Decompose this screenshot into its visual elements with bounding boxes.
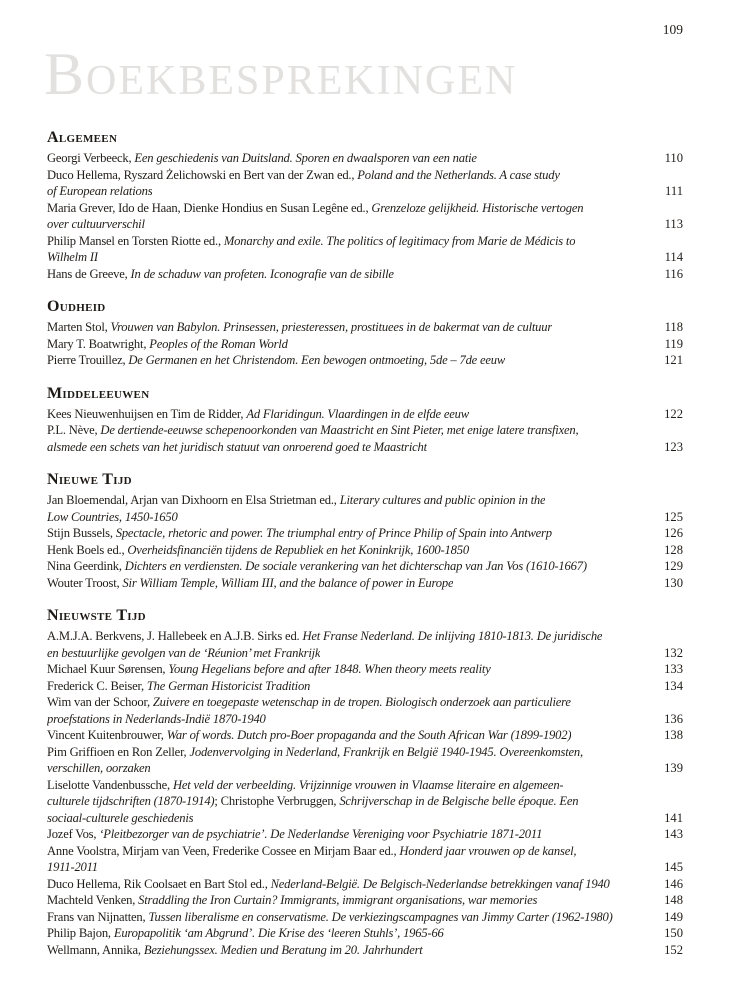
book-title: Het veld der verbeelding. Vrijzinnige vrouwen in Vlaamse literaire en algemeen- — [172, 777, 564, 792]
author-names: Mary T. Boatwright, — [47, 336, 150, 351]
entry-line — [47, 661, 683, 678]
page-ref: 143 — [664, 827, 683, 841]
toc-entry — [47, 406, 683, 423]
entry-text — [47, 492, 545, 509]
entry-text — [47, 826, 542, 843]
section-middeleeuwen — [47, 384, 683, 456]
page-ref: 121 — [664, 353, 683, 367]
toc-entry — [47, 525, 683, 542]
entry-text — [47, 233, 575, 250]
book-title: sociaal-culturele geschiedenis — [47, 810, 194, 825]
book-title: of European relations — [47, 184, 153, 198]
author-names: A.M.J.A. Berkvens, J. Hallebeek en A.J.B. Sirks ed. — [47, 629, 303, 643]
toc-entry — [47, 925, 683, 942]
toc-entry — [47, 422, 683, 455]
entry-line — [47, 150, 683, 167]
page-ref: 113 — [664, 217, 683, 231]
entry-text — [47, 183, 152, 200]
toc-entry — [47, 678, 683, 695]
author-names: Frans van Nijnatten, — [47, 909, 149, 924]
book-title: Sir William Temple, William III, and the balance of power in Europe — [122, 575, 454, 590]
page-ref: 125 — [664, 509, 683, 524]
entry-line — [47, 777, 683, 794]
entry-text — [47, 777, 563, 794]
book-title: Zuivere en toegepaste wetenschap in de tropen. Biologisch onderzoek aan particuliere — [152, 695, 571, 709]
entry-line — [47, 694, 683, 711]
entry-line — [47, 925, 683, 942]
page-ref: 128 — [664, 542, 683, 557]
entry-text — [47, 352, 505, 369]
toc-entry — [47, 876, 683, 893]
page-ref: 136 — [664, 711, 683, 726]
book-title: verschillen, oorzaken — [47, 761, 151, 775]
author-names: P.L. Nève, — [47, 423, 101, 437]
author-names: Philip Bajon, — [47, 926, 114, 940]
toc-entry — [47, 558, 683, 575]
entry-text — [47, 439, 427, 456]
toc-entry — [47, 200, 683, 233]
entry-line — [47, 558, 683, 575]
book-title: Ad Flaridingun. Vlaardingen in de elfde eeuw — [246, 406, 469, 421]
entry-line — [47, 183, 683, 200]
page-ref: 118 — [664, 320, 683, 334]
author-names: Wellmann, Annika, — [47, 942, 144, 957]
author-names: Wim van der Schoor, — [47, 695, 153, 709]
entry-text — [47, 925, 444, 942]
author-names: Duco Hellema, Ryszard Żelichowski en Bert van der Zwan ed., — [47, 167, 358, 182]
author-names: Philip Mansel en Torsten Riotte ed., — [47, 233, 224, 248]
entry-line — [47, 352, 683, 369]
book-title: Een geschiedenis van Duitsland. Sporen en dwaalsporen van een natie — [134, 151, 477, 165]
book-title: Wilhelm II — [47, 250, 98, 264]
entry-line — [47, 793, 683, 810]
toc-entry — [47, 661, 683, 678]
entry-line — [47, 249, 683, 266]
entry-line — [47, 942, 683, 959]
entry-line — [47, 336, 683, 353]
entry-text — [47, 843, 576, 860]
author-names: Liselotte Vandenbussche, — [47, 777, 173, 792]
entry-line — [47, 760, 683, 777]
toc-entry — [47, 150, 683, 167]
page-ref: 132 — [664, 645, 683, 660]
book-title: The German Historicist Tradition — [146, 678, 311, 693]
author-names: Pierre Trouillez, — [47, 353, 129, 367]
page-ref: 111 — [665, 184, 683, 198]
entry-line — [47, 727, 683, 744]
book-title: 1911-2011 — [47, 860, 98, 874]
toc-entry — [47, 492, 683, 525]
author-names: Wouter Troost, — [47, 575, 123, 590]
book-title: De Germanen en het Christendom. Een bewogen ontmoeting, 5de – 7de eeuw — [128, 353, 506, 367]
page-ref: 119 — [664, 336, 683, 351]
page-ref: 123 — [664, 439, 683, 454]
book-title: Poland and the Netherlands. A case study — [357, 167, 560, 182]
book-title: Low Countries, 1450-1650 — [47, 509, 178, 524]
entry-text — [47, 558, 587, 575]
book-title: Dichters en verdiensten. De sociale verankering van het dichterschap van Jan Vos (1610-1667) — [124, 559, 587, 573]
author-names: Anne Voolstra, Mirjam van Veen, Frederike Cossee en Mirjam Baar ed., — [47, 843, 400, 858]
toc-entry — [47, 909, 683, 926]
entry-text — [47, 876, 610, 893]
entry-line — [47, 406, 683, 423]
toc-entry — [47, 727, 683, 744]
toc-entry — [47, 777, 683, 827]
page-ref: 148 — [664, 893, 683, 907]
book-title: De dertiende-eeuwse schepenoorkonden van Maastricht en Sint Pieter, met enige latere transfixen, — [100, 423, 579, 437]
book-title: Nederland-België. De Belgisch-Nederlandse betrekkingen vanaf 1940 — [270, 876, 610, 891]
entry-text — [47, 167, 560, 184]
page-ref: 126 — [664, 526, 683, 540]
page-ref: 139 — [664, 761, 683, 775]
entry-text — [47, 678, 310, 695]
entry-text — [47, 422, 578, 439]
book-title: Europapolitik ‘am Abgrund’. Die Krise des ‘leeren Stuhls’, 1965-66 — [113, 926, 444, 940]
entry-line — [47, 628, 683, 645]
book-title: Young Hegelians before and after 1848. When theory meets reality — [168, 662, 491, 676]
toc-entry — [47, 352, 683, 369]
entry-text — [47, 810, 193, 827]
book-title: Spectacle, rhetoric and power. The triumphal entry of Prince Philip of Spain into Antwerp — [115, 526, 552, 540]
toc-entry — [47, 744, 683, 777]
section-heading: Middeleeuwen — [47, 384, 150, 402]
book-title: Grenzeloze gelijkheid. Historische vertogen — [371, 200, 584, 215]
author-names: Frederick C. Beiser, — [47, 678, 147, 693]
entry-line — [47, 233, 683, 250]
author-names: ; Christophe Verbruggen, — [214, 794, 340, 808]
entry-line — [47, 876, 683, 893]
entry-line — [47, 575, 683, 592]
page-ref: 133 — [664, 662, 683, 676]
section-oudheid — [47, 297, 683, 369]
entry-line — [47, 744, 683, 761]
entry-text — [47, 727, 571, 744]
entry-line — [47, 509, 683, 526]
entry-line — [47, 200, 683, 217]
entry-text — [47, 542, 469, 559]
section-heading: Oudheid — [47, 298, 106, 315]
entry-line — [47, 525, 683, 542]
entry-line — [47, 909, 683, 926]
page-ref: 110 — [664, 151, 683, 165]
entry-text — [47, 525, 552, 542]
book-title: War of words. Dutch pro-Boer propaganda and the South African War (1899-1902) — [166, 728, 572, 742]
page-ref: 145 — [664, 860, 683, 874]
toc-entry — [47, 575, 683, 592]
sections-container — [47, 128, 683, 958]
entry-text — [47, 336, 288, 353]
book-title: Peoples of the Roman World — [149, 336, 288, 351]
author-names: Kees Nieuwenhuijsen en Tim de Ridder, — [47, 406, 247, 421]
entry-line — [47, 422, 683, 439]
book-title: over cultuurverschil — [47, 217, 145, 231]
entry-text — [47, 406, 469, 423]
entry-line — [47, 711, 683, 728]
entry-text — [47, 216, 145, 233]
entry-line — [47, 810, 683, 827]
entry-line — [47, 319, 683, 336]
section-heading: Nieuwe Tijd — [47, 471, 132, 488]
author-names: Henk Boels ed., — [47, 542, 128, 557]
entry-text — [47, 575, 453, 592]
book-title: Beziehungssex. Medien und Beratung im 20. Jahrhundert — [143, 942, 423, 957]
book-title: In de schaduw van profeten. Iconografie van de sibille — [130, 266, 394, 281]
entry-text — [47, 892, 537, 909]
entry-text — [47, 711, 266, 728]
entry-text — [47, 200, 583, 217]
section-algemeen — [47, 128, 683, 282]
toc-entry — [47, 843, 683, 876]
author-names: Jan Bloemendal, Arjan van Dixhoorn en Elsa Strietman ed., — [47, 493, 340, 507]
author-names: Georgi Verbeeck, — [47, 151, 135, 165]
author-names: Marten Stol, — [47, 320, 111, 334]
entry-text — [47, 645, 320, 662]
author-names: Jozef Vos, — [47, 827, 100, 841]
book-title: Literary cultures and public opinion in the — [339, 493, 546, 507]
author-names: Michael Kuur Sørensen, — [47, 662, 169, 676]
entry-line — [47, 892, 683, 909]
entry-line — [47, 439, 683, 456]
book-title: Het Franse Nederland. De inlijving 1810-1813. De juridische — [302, 629, 603, 643]
page-ref: 134 — [664, 678, 683, 693]
page-ref: 129 — [664, 559, 683, 573]
author-names: Hans de Greeve, — [47, 266, 131, 281]
toc-entry — [47, 319, 683, 336]
book-title: Vrouwen van Babylon. Prinsessen, priesteressen, prostituees in de bakermat van de cultuur — [110, 320, 553, 334]
toc-entry — [47, 694, 683, 727]
book-title: Overheidsfinanciën tijdens de Republiek en het Koninkrijk, 1600-1850 — [127, 542, 469, 557]
section-heading: Nieuwste Tijd — [47, 607, 146, 624]
page-ref: 141 — [664, 810, 683, 825]
toc-entry — [47, 892, 683, 909]
entry-text — [47, 509, 178, 526]
entry-text — [47, 744, 583, 761]
toc-entry — [47, 826, 683, 843]
entry-text — [47, 150, 477, 167]
entry-text — [47, 942, 423, 959]
page-number: 109 — [662, 22, 683, 37]
page-ref: 146 — [664, 876, 683, 891]
entry-line — [47, 492, 683, 509]
page-ref: 116 — [664, 266, 683, 281]
author-names: Vincent Kuitenbrouwer, — [47, 728, 167, 742]
book-title: Monarchy and exile. The politics of legitimacy from Marie de Médicis to — [223, 233, 576, 248]
author-names: Maria Grever, Ido de Haan, Dienke Hondius en Susan Legêne ed., — [47, 200, 372, 215]
book-title: en bestuurlijke gevolgen van de ‘Réunion’ met Frankrijk — [47, 645, 321, 660]
entry-text — [47, 249, 98, 266]
toc-entry — [47, 942, 683, 959]
entry-text — [47, 760, 151, 777]
book-title: Straddling the Iron Curtain? Immigrants, immigrant organisations, war memories — [138, 893, 538, 907]
page-ref: 122 — [664, 406, 683, 421]
entry-line — [47, 645, 683, 662]
toc-entry — [47, 233, 683, 266]
section-nieuwste-tijd — [47, 606, 683, 958]
author-names: Nina Geerdink, — [47, 559, 125, 573]
entry-text — [47, 661, 491, 678]
entry-text — [47, 319, 552, 336]
toc-entry — [47, 266, 683, 283]
toc-entry — [47, 628, 683, 661]
entry-line — [47, 843, 683, 860]
author-names: Machteld Venken, — [47, 893, 139, 907]
entry-text — [47, 628, 602, 645]
entry-text — [47, 859, 98, 876]
book-title: proefstations in Nederlands-Indië 1870-1940 — [47, 711, 266, 726]
entry-line — [47, 826, 683, 843]
entry-line — [47, 542, 683, 559]
entry-line — [47, 678, 683, 695]
entry-text — [47, 694, 571, 711]
author-names: Pim Griffioen en Ron Zeller, — [47, 744, 190, 759]
book-title: Schrijverschap in de Belgische belle époque. Een — [339, 794, 579, 808]
toc-entry — [47, 542, 683, 559]
page-ref: 130 — [664, 575, 683, 590]
page-title: Boekbesprekingen — [44, 41, 518, 107]
entry-line — [47, 216, 683, 233]
entry-line — [47, 167, 683, 184]
book-title: alsmede een schets van het juridisch statuut van onroerend goed te Maastricht — [47, 439, 427, 454]
book-title: Jodenvervolging in Nederland, Frankrijk en België 1940-1945. Overeenkomsten, — [189, 744, 583, 759]
section-heading: Algemeen — [47, 129, 118, 146]
entry-line — [47, 859, 683, 876]
toc-entry — [47, 336, 683, 353]
page-ref: 152 — [664, 942, 683, 957]
toc-entry — [47, 167, 683, 200]
book-title: ‘Pleitbezorger van de psychiatrie’. De Nederlandse Vereniging voor Psychiatrie 1871-2011 — [99, 827, 543, 841]
book-title: Honderd jaar vrouwen op de kansel, — [399, 843, 577, 858]
page-ref: 138 — [664, 728, 683, 742]
entry-text — [47, 793, 578, 810]
section-nieuwe-tijd — [47, 470, 683, 591]
book-title: culturele tijdschriften (1870-1914) — [47, 794, 215, 808]
page-ref: 149 — [664, 909, 683, 924]
page-ref: 150 — [664, 926, 683, 940]
author-names: Stijn Bussels, — [47, 526, 116, 540]
entry-line — [47, 266, 683, 283]
book-title: Tussen liberalisme en conservatisme. De verkiezingscampagnes van Jimmy Carter (1962-1980) — [148, 909, 613, 924]
entry-text — [47, 909, 613, 926]
page-ref: 114 — [664, 250, 683, 264]
entry-text — [47, 266, 394, 283]
author-names: Duco Hellema, Rik Coolsaet en Bart Stol ed., — [47, 876, 271, 891]
